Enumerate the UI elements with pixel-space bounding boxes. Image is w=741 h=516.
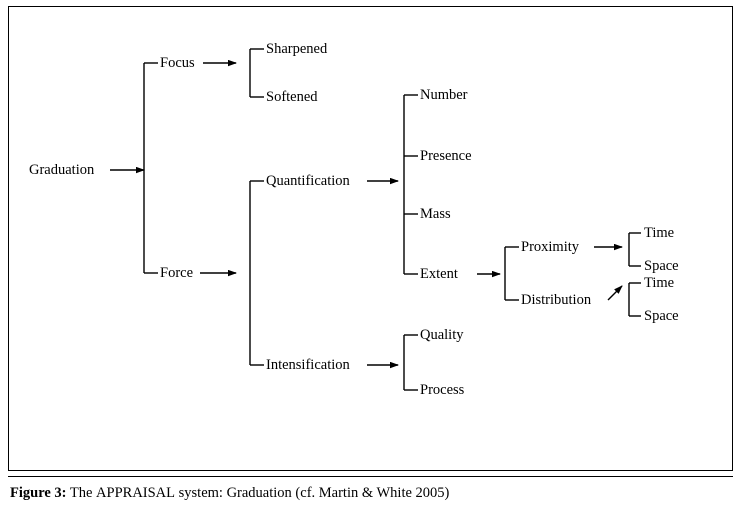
caption-label: Figure 3: [10, 485, 67, 501]
node-softened: Softened [266, 89, 318, 105]
caption-post-text: system: Graduation (cf. Martin & White 2005) [175, 485, 450, 501]
node-mass: Mass [420, 206, 451, 222]
node-force: Force [160, 265, 194, 281]
node-quantification: Quantification [266, 173, 350, 189]
node-process: Process [420, 382, 465, 398]
node-distribution-time: Time [644, 275, 675, 291]
node-sharpened: Sharpened [266, 41, 328, 57]
caption-smallcaps-text: APPRAISAL [96, 485, 176, 501]
node-focus: Focus [160, 55, 195, 71]
caption-divider [8, 476, 733, 477]
node-intensification: Intensification [266, 357, 350, 373]
node-proximity-time: Time [644, 225, 675, 241]
node-proximity: Proximity [521, 239, 580, 255]
node-proximity-space: Space [644, 258, 679, 274]
caption-pre-text: The [66, 485, 97, 501]
node-number: Number [420, 87, 468, 103]
node-graduation: Graduation [29, 162, 95, 178]
figure-caption [10, 484, 730, 502]
node-distribution-space: Space [644, 308, 679, 324]
node-extent: Extent [420, 266, 458, 282]
node-presence: Presence [420, 148, 472, 164]
node-distribution: Distribution [521, 292, 592, 308]
node-quality: Quality [420, 327, 464, 343]
